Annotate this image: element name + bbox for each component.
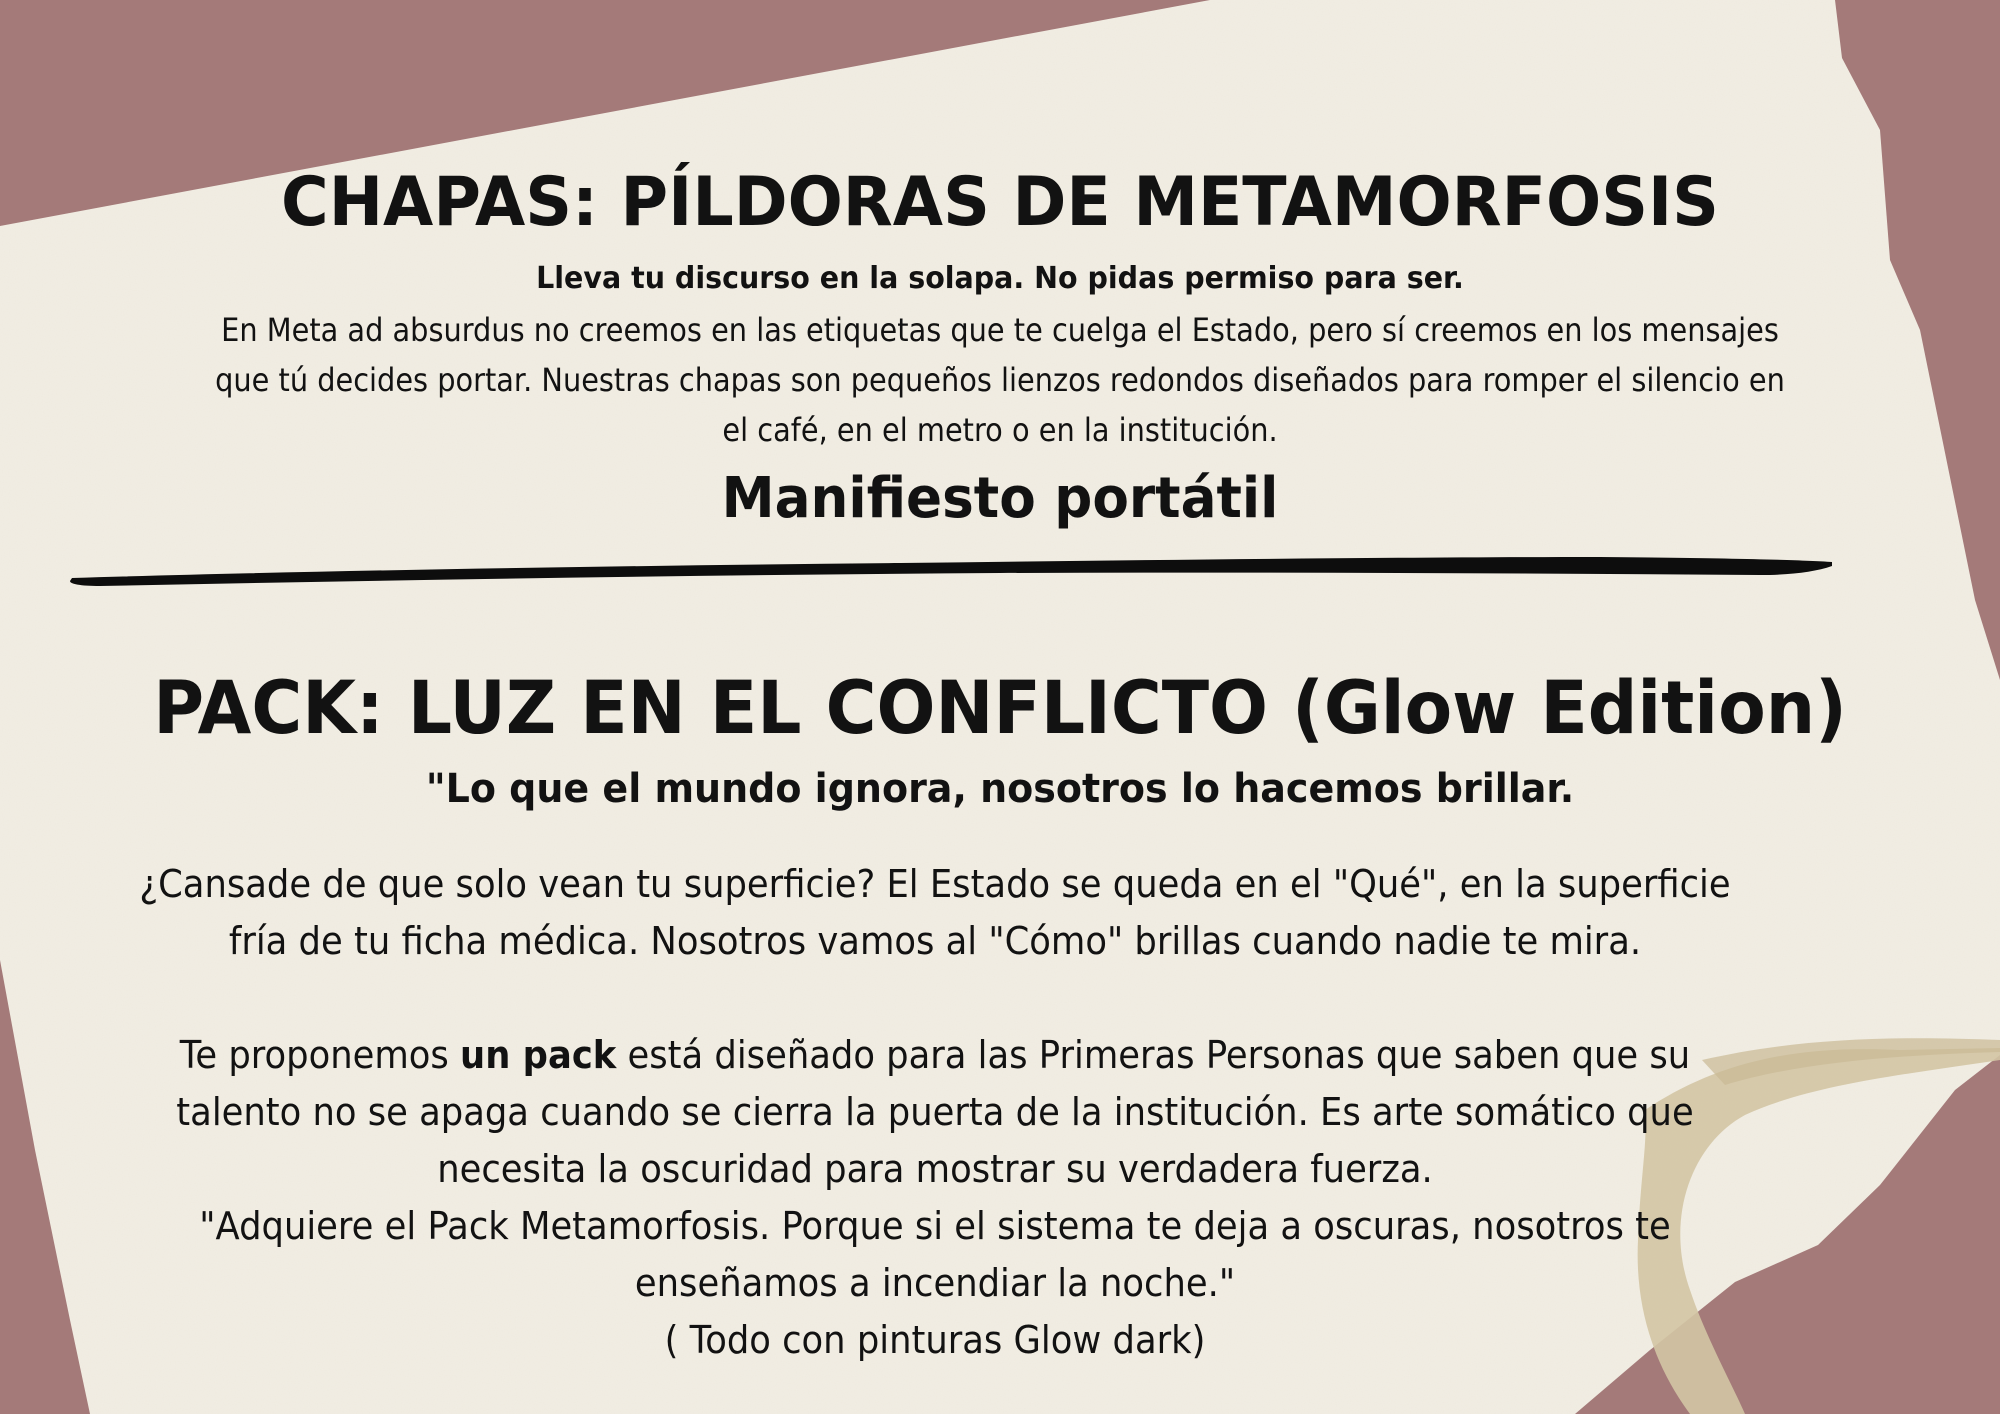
section2-paragraph2-line — [131, 1027, 1740, 1084]
section2-paragraph2-line: talento no se apaga cuando se cierra la puerta de la institución. Es arte somático que — [176, 1090, 1694, 1134]
paragraph-spacer — [131, 970, 1740, 1027]
section1-paragraph-line: En Meta ad absurdus no creemos en las etiquetas que te cuelga el Estado, pero sí creemos en los mensajes — [221, 311, 1779, 349]
section2-title: PACK: LUZ EN EL CONFLICTO (Glow Edition) — [153, 666, 1847, 751]
section2-paragraph1-line: ¿Cansade de que solo vean tu superficie? El Estado se queda en el "Qué", en la superficie — [139, 862, 1731, 906]
section1-subtitle: Lleva tu discurso en la solapa. No pidas permiso para ser. — [536, 261, 1464, 296]
section1-paragraph — [172, 305, 1828, 455]
section1-paragraph-line: que tú decides portar. Nuestras chapas son pequeños lienzos redondos diseñados para romper el silencio en — [215, 361, 1785, 399]
paragraph2-bold-text: un pack — [460, 1033, 617, 1077]
section2-paragraph2-line: ( Todo con pinturas Glow dark) — [664, 1318, 1206, 1362]
section1-paragraph-line: el café, en el metro o en la institución. — [722, 411, 1278, 449]
section2-paragraph2-line: necesita la oscuridad para mostrar su verdadera fuerza. — [437, 1147, 1433, 1191]
paragraph2-text-start: Te proponemos — [179, 1033, 461, 1077]
section2-paragraph2-line: enseñamos a incendiar la noche." — [634, 1261, 1236, 1305]
section2-body — [131, 856, 1740, 1369]
paragraph2-text-end: está diseñado para las Primeras Personas que saben que su — [616, 1033, 1691, 1077]
section1-heading: Manifiesto portátil — [721, 466, 1279, 531]
section2-subtitle: "Lo que el mundo ignora, nosotros lo hacemos brillar. — [425, 766, 1575, 812]
section1-title: CHAPAS: PÍLDORAS DE METAMORFOSIS — [281, 163, 1719, 242]
section2-paragraph2-line: "Adquiere el Pack Metamorfosis. Porque si el sistema te deja a oscuras, nosotros te — [199, 1204, 1671, 1248]
section2-paragraph1-line: fría de tu ficha médica. Nosotros vamos al "Cómo" brillas cuando nadie te mira. — [228, 919, 1642, 963]
